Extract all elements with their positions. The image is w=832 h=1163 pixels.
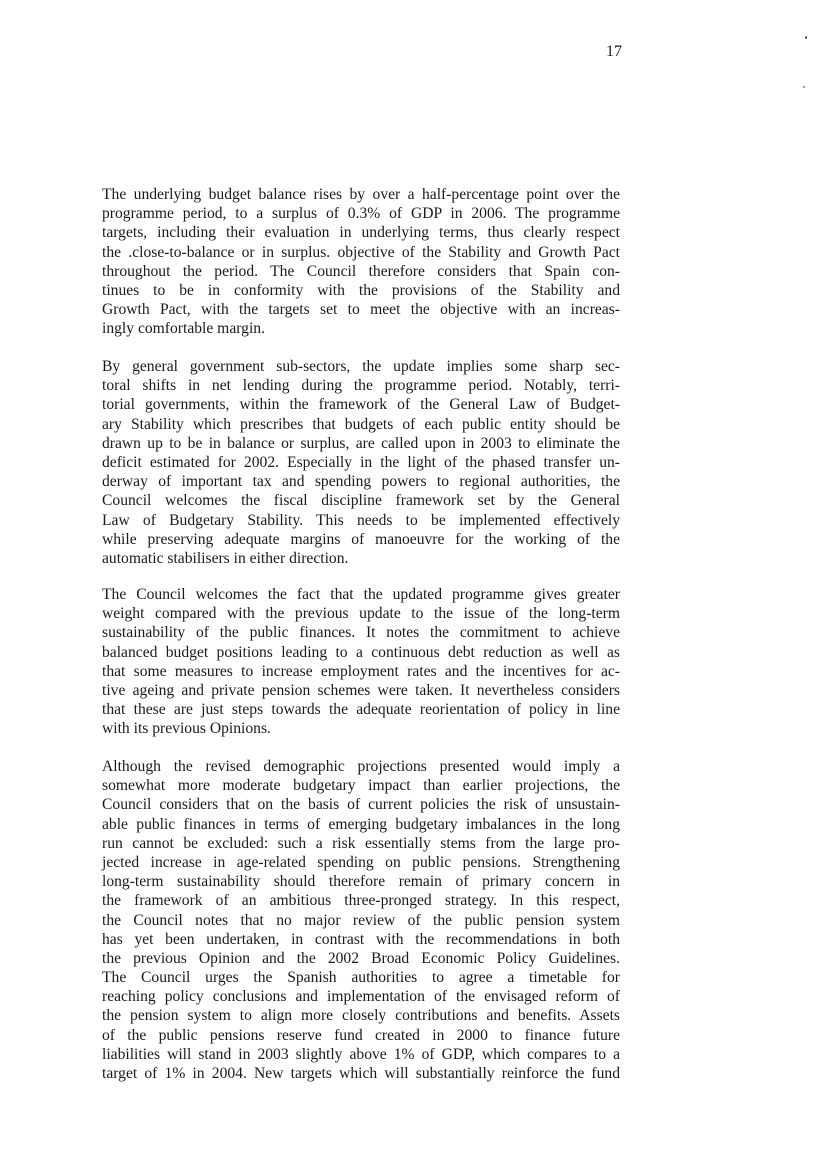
text-line: Growth Pact, with the targets set to meet the objective with an increas- — [102, 301, 620, 319]
text-line: The Council urges the Spanish authorities to agree a timetable for — [102, 969, 620, 987]
text-line: drawn up to be in balance or surplus, are called upon in 2003 to eliminate the — [102, 434, 620, 452]
text-line: programme period, to a surplus of 0.3% of GDP in 2006. The programme — [102, 205, 620, 223]
text-line: balanced budget positions leading to a continuous debt reduction as well as — [102, 643, 620, 661]
text-line: weight compared with the previous update to the issue of the long-term — [102, 605, 620, 623]
text-line: The underlying budget balance rises by over a half-percentage point over the — [102, 186, 620, 203]
text-line: ingly comfortable margin. — [102, 320, 265, 338]
text-line: the .close-to-balance or in surplus. objective of the Stability and Growth Pact — [102, 243, 620, 261]
text-line: throughout the period. The Council therefore considers that Spain con- — [102, 262, 620, 280]
text-line: ary Stability which prescribes that budgets of each public entity should be — [102, 415, 620, 433]
text-line: somewhat more moderate budgetary impact than earlier projections, the — [102, 777, 620, 795]
text-line: the previous Opinion and the 2002 Broad Economic Policy Guidelines. — [102, 949, 620, 967]
text-line: run cannot be excluded: such a risk essentially stems from the large pro- — [102, 834, 620, 852]
text-line: of the public pensions reserve fund created in 2000 to finance future — [102, 1026, 620, 1044]
text-line: while preserving adequate margins of manoeuvre for the working of the — [102, 530, 620, 548]
text-line: able public finances in terms of emerging budgetary imbalances in the long — [102, 815, 620, 833]
text-line: with its previous Opinions. — [102, 720, 271, 738]
text-line: Council welcomes the fiscal discipline framework set by the General — [102, 492, 620, 510]
text-line: targets, including their evaluation in underlying terms, thus clearly respect — [102, 224, 620, 242]
text-line: automatic stabilisers in either direction. — [102, 549, 349, 567]
text-line: liabilities will stand in 2003 slightly above 1% of GDP, which compares to a — [102, 1045, 620, 1063]
text-line: Although the revised demographic projections presented would imply a — [102, 758, 620, 775]
text-line: Law of Budgetary Stability. This needs to be implemented effectively — [102, 511, 620, 529]
text-line: the framework of an ambitious three-pronged strategy. In this respect, — [102, 892, 620, 910]
text-line: reaching policy conclusions and implementation of the envisaged reform of — [102, 988, 620, 1006]
text-line: that these are just steps towards the adequate reorientation of policy in line — [102, 701, 620, 719]
text-line: the pension system to align more closely contributions and benefits. Assets — [102, 1007, 620, 1025]
text-line: jected increase in age-related spending on public pensions. Strengthening — [102, 853, 620, 871]
text-line: By general government sub-sectors, the update implies some sharp sec- — [102, 358, 620, 375]
paragraph-1 — [102, 185, 620, 339]
text-line: tive ageing and private pension schemes were taken. It nevertheless considers — [102, 681, 620, 699]
text-line: Council considers that on the basis of current policies the risk of unsustain- — [102, 796, 620, 814]
paragraph-4 — [102, 757, 620, 1083]
text-line: The Council welcomes the fact that the updated programme gives greater — [102, 586, 620, 603]
text-line: tinues to be in conformity with the provisions of the Stability and — [102, 281, 620, 299]
text-line: has yet been undertaken, in contrast with the recommendations in both — [102, 930, 620, 948]
text-line: sustainability of the public finances. It notes the commitment to achieve — [102, 624, 620, 642]
text-line: derway of important tax and spending powers to regional authorities, the — [102, 473, 620, 491]
text-line: deficit estimated for 2002. Especially in the light of the phased transfer un- — [102, 453, 620, 471]
paragraph-3 — [102, 585, 620, 739]
text-line: target of 1% in 2004. New targets which will substantially reinforce the fund — [102, 1065, 620, 1082]
text-line: long-term sustainability should therefore remain of primary concern in — [102, 873, 620, 891]
paragraph-2 — [102, 357, 620, 568]
page-number: 17 — [606, 43, 622, 60]
text-line: torial governments, within the framework of the General Law of Budget- — [102, 396, 620, 414]
scan-speck — [803, 86, 805, 88]
text-line: that some measures to increase employment rates and the incentives for ac- — [102, 662, 620, 680]
text-line: the Council notes that no major review of the public pension system — [102, 911, 620, 929]
text-line: toral shifts in net lending during the programme period. Notably, terri- — [102, 377, 620, 395]
scan-speck — [805, 36, 807, 39]
